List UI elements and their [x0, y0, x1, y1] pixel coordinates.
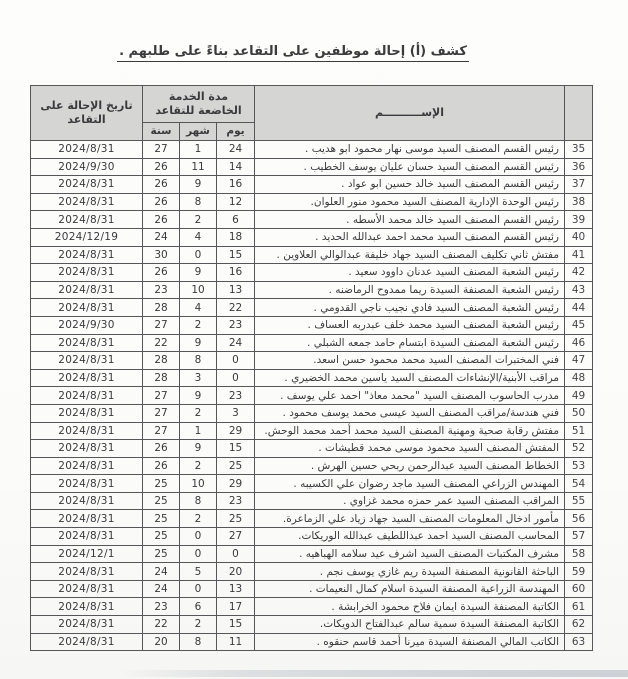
row-number: 41 [565, 246, 593, 264]
referral-date: 2024/8/31 [31, 633, 143, 651]
service-months: 3 [180, 369, 217, 387]
row-number: 44 [565, 299, 593, 317]
row-number: 61 [565, 598, 593, 616]
service-years: 24 [143, 563, 180, 581]
row-number: 38 [565, 193, 593, 211]
service-years: 25 [143, 528, 180, 546]
employee-name: الخطاط المصنف السيد عبدالرحمن ربحي حسين الهرش . [255, 457, 565, 475]
employee-name: مفتش رقابة صحية ومهنية المصنف السيد محمد أحمد محمد الوحش. [255, 422, 565, 440]
service-days: 24 [217, 334, 255, 352]
employee-name: الكاتبة المصنفة السيدة ايمان فلاح محمود الخرابشة . [255, 598, 565, 616]
employee-name: الباحثة القانونية المصنفة السيدة ريم غازي يوسف نجم . [255, 563, 565, 581]
row-number: 58 [565, 545, 593, 563]
row-number: 62 [565, 616, 593, 634]
service-days: 0 [217, 352, 255, 370]
document-title: كشف (أ) إحالة موظفين على التقاعد بناءً على طلبهم . [117, 44, 469, 62]
referral-date: 2024/9/30 [31, 316, 143, 334]
referral-date: 2024/8/31 [31, 299, 143, 317]
table-row [31, 176, 593, 194]
row-number: 47 [565, 352, 593, 370]
service-years: 20 [143, 633, 180, 651]
service-years: 26 [143, 176, 180, 194]
row-number: 36 [565, 158, 593, 176]
row-number: 51 [565, 422, 593, 440]
employee-name: رئيس القسم المصنف السيد خالد حسين ابو عواد . [255, 176, 565, 194]
col-header-service-duration [143, 86, 255, 123]
service-months: 2 [180, 316, 217, 334]
table-row [31, 193, 593, 211]
col-header-referral-date: تاريخ الإحالة على التقاعد [31, 86, 143, 141]
referral-date: 2024/8/31 [31, 404, 143, 422]
col-header-year: سنة [143, 123, 180, 141]
row-number: 53 [565, 457, 593, 475]
employee-name: رئيس الشعبة المصنف السيد عدنان داوود سعيد . [255, 264, 565, 282]
referral-date: 2024/9/30 [31, 158, 143, 176]
service-months: 9 [180, 176, 217, 194]
employee-name: فني هندسة/مراقب المصنف السيد عيسى محمد يوسف محمود . [255, 404, 565, 422]
row-number: 54 [565, 475, 593, 493]
employee-name: مفتش ثاني تكليف المصنف السيد جهاد خليفة عبدالوالي العلاوين . [255, 246, 565, 264]
referral-date: 2024/8/31 [31, 492, 143, 510]
employee-name: مشرف المكتبات المصنف السيد اشرف عيد سلامه الهباهيه . [255, 545, 565, 563]
service-days: 16 [217, 176, 255, 194]
service-days: 22 [217, 299, 255, 317]
table-row [31, 352, 593, 370]
service-months: 1 [180, 141, 217, 159]
table-row [31, 457, 593, 475]
employee-name: رئيس الوحدة الإدارية المصنف السيد محمود منور العلوان. [255, 193, 565, 211]
table-row [31, 616, 593, 634]
row-number: 42 [565, 264, 593, 282]
row-number: 48 [565, 369, 593, 387]
table-row [31, 281, 593, 299]
table-row [31, 492, 593, 510]
service-days: 0 [217, 369, 255, 387]
row-number: 43 [565, 281, 593, 299]
table-row [31, 141, 593, 159]
table-row [31, 334, 593, 352]
row-number: 50 [565, 404, 593, 422]
service-days: 11 [217, 633, 255, 651]
employee-name: رئيس الشعبة المصنفة السيدة ريما ممدوح الرماضنه . [255, 281, 565, 299]
service-years: 25 [143, 475, 180, 493]
service-days: 24 [217, 141, 255, 159]
referral-date: 2024/8/31 [31, 528, 143, 546]
service-months: 1 [180, 422, 217, 440]
service-days: 20 [217, 563, 255, 581]
service-years: 27 [143, 404, 180, 422]
service-months: 0 [180, 580, 217, 598]
referral-date: 2024/8/31 [31, 580, 143, 598]
referral-date: 2024/8/31 [31, 422, 143, 440]
table-body [31, 141, 593, 651]
service-days: 16 [217, 264, 255, 282]
service-years: 28 [143, 369, 180, 387]
service-days: 23 [217, 387, 255, 405]
service-months: 0 [180, 545, 217, 563]
referral-date: 2024/8/31 [31, 141, 143, 159]
service-years: 26 [143, 158, 180, 176]
service-months: 2 [180, 457, 217, 475]
service-years: 24 [143, 228, 180, 246]
service-months: 0 [180, 246, 217, 264]
table-row [31, 264, 593, 282]
employee-name: فني المختبرات المصنف السيد محمد محمود حسن اسعد. [255, 352, 565, 370]
service-months: 0 [180, 528, 217, 546]
header-row-main [31, 86, 593, 123]
service-months: 2 [180, 510, 217, 528]
service-days: 6 [217, 211, 255, 229]
service-days: 25 [217, 510, 255, 528]
service-years: 26 [143, 264, 180, 282]
service-days: 13 [217, 580, 255, 598]
service-months: 4 [180, 299, 217, 317]
employee-name: الكاتب المالي المصنفة السيدة ميرنا أحمد قاسم حنقوه . [255, 633, 565, 651]
service-years: 26 [143, 457, 180, 475]
service-months: 8 [180, 352, 217, 370]
table-row [31, 545, 593, 563]
col-header-month: شهر [180, 123, 217, 141]
service-header-line2: الخاضعة للتقاعد [155, 104, 242, 117]
service-days: 23 [217, 316, 255, 334]
employee-name: رئيس الشعبة المصنف السيد محمد خلف عبدربه العساف . [255, 316, 565, 334]
service-days: 15 [217, 246, 255, 264]
service-years: 25 [143, 510, 180, 528]
referral-date: 2024/8/31 [31, 264, 143, 282]
service-days: 27 [217, 528, 255, 546]
service-years: 30 [143, 246, 180, 264]
service-days: 23 [217, 492, 255, 510]
referral-date: 2024/8/31 [31, 616, 143, 634]
table-row [31, 387, 593, 405]
row-number: 55 [565, 492, 593, 510]
service-header-line1: مدة الخدمة [168, 90, 229, 104]
row-number: 37 [565, 176, 593, 194]
employee-name: رئيس القسم المصنف السيد حسان عليان يوسف الخطيب . [255, 158, 565, 176]
row-number: 45 [565, 316, 593, 334]
referral-date: 2024/8/31 [31, 563, 143, 581]
referral-date: 2024/8/31 [31, 475, 143, 493]
service-months: 8 [180, 492, 217, 510]
referral-date: 2024/8/31 [31, 176, 143, 194]
table-row [31, 369, 593, 387]
referral-date: 2024/12/19 [31, 228, 143, 246]
service-years: 23 [143, 598, 180, 616]
service-months: 6 [180, 598, 217, 616]
table-row [31, 211, 593, 229]
employee-name: الكاتبة المصنفة السيدة سمية سالم عبدالفتاح الدويكات. [255, 616, 565, 634]
service-months: 2 [180, 616, 217, 634]
service-months: 9 [180, 264, 217, 282]
col-header-number [565, 86, 593, 141]
table-row [31, 598, 593, 616]
service-months: 2 [180, 404, 217, 422]
service-days: 25 [217, 457, 255, 475]
employee-name: المحاسب المصنف السيد احمد عبداللطيف عبدالله الوريكات. [255, 528, 565, 546]
service-months: 9 [180, 440, 217, 458]
employee-name: المهندسة الزراعية المصنفة السيدة اسلام كمال النعيمات . [255, 580, 565, 598]
table-row [31, 299, 593, 317]
service-years: 28 [143, 352, 180, 370]
service-years: 23 [143, 281, 180, 299]
table-row [31, 228, 593, 246]
service-days: 0 [217, 545, 255, 563]
referral-date: 2024/8/31 [31, 334, 143, 352]
table-row [31, 510, 593, 528]
row-number: 35 [565, 141, 593, 159]
referral-date: 2024/8/31 [31, 369, 143, 387]
service-months: 9 [180, 334, 217, 352]
service-years: 24 [143, 580, 180, 598]
service-years: 25 [143, 545, 180, 563]
table-row [31, 246, 593, 264]
referral-date: 2024/8/31 [31, 352, 143, 370]
service-years: 27 [143, 422, 180, 440]
referral-date: 2024/8/31 [31, 246, 143, 264]
service-months: 11 [180, 158, 217, 176]
service-months: 8 [180, 633, 217, 651]
service-years: 26 [143, 440, 180, 458]
service-years: 27 [143, 141, 180, 159]
employee-name: رئيس الشعبة المصنف السيدة ابتسام حامد جمعه الشبلي . [255, 334, 565, 352]
col-header-name: الإســــــــــم [255, 86, 565, 141]
col-header-day: يوم [217, 123, 255, 141]
service-months: 2 [180, 211, 217, 229]
service-days: 14 [217, 158, 255, 176]
table-row [31, 580, 593, 598]
referral-date: 2024/8/31 [31, 211, 143, 229]
table-row [31, 440, 593, 458]
row-number: 46 [565, 334, 593, 352]
service-days: 29 [217, 475, 255, 493]
employee-name: رئيس الشعبة المصنف السيد فادي نجيب ناجي القدومي . [255, 299, 565, 317]
service-days: 3 [217, 404, 255, 422]
table-row [31, 475, 593, 493]
table-row [31, 528, 593, 546]
row-number: 39 [565, 211, 593, 229]
service-years: 25 [143, 492, 180, 510]
employee-name: المفتش المصنف السيد محمود موسى محمد قطيشات . [255, 440, 565, 458]
employee-name: مأمور ادخال المعلومات المصنف السيد جهاد زياد علي الزماعرة. [255, 510, 565, 528]
table-row [31, 316, 593, 334]
title-wrapper [0, 40, 586, 62]
service-days: 18 [217, 228, 255, 246]
row-number: 49 [565, 387, 593, 405]
referral-date: 2024/8/31 [31, 440, 143, 458]
service-years: 26 [143, 193, 180, 211]
service-months: 8 [180, 193, 217, 211]
table-row [31, 633, 593, 651]
table-row [31, 563, 593, 581]
referral-date: 2024/8/31 [31, 281, 143, 299]
referral-date: 2024/8/31 [31, 598, 143, 616]
service-days: 12 [217, 193, 255, 211]
table-row [31, 422, 593, 440]
row-number: 60 [565, 580, 593, 598]
employee-name: رئيس القسم المصنف السيد محمد احمد عبدالله الحديد . [255, 228, 565, 246]
referral-date: 2024/8/31 [31, 457, 143, 475]
employee-name: مراقب الأبنية/الإنشاءات المصنف السيد ياسين محمد الخضيري . [255, 369, 565, 387]
service-years: 27 [143, 316, 180, 334]
row-number: 63 [565, 633, 593, 651]
scan-shadow-bar [118, 670, 628, 677]
service-months: 9 [180, 387, 217, 405]
table-row [31, 158, 593, 176]
referral-date: 2024/8/31 [31, 193, 143, 211]
row-number: 52 [565, 440, 593, 458]
employee-name: رئيس القسم المصنف السيد خالد محمد الأسطه . [255, 211, 565, 229]
service-years: 27 [143, 387, 180, 405]
service-days: 29 [217, 422, 255, 440]
row-number: 57 [565, 528, 593, 546]
employee-name: المراقب المصنف السيد عمر حمزه محمد غزاوي . [255, 492, 565, 510]
row-number: 59 [565, 563, 593, 581]
service-months: 4 [180, 228, 217, 246]
referral-date: 2024/8/31 [31, 387, 143, 405]
service-days: 15 [217, 616, 255, 634]
row-number: 56 [565, 510, 593, 528]
service-months: 5 [180, 563, 217, 581]
employee-name: المهندس الزراعي المصنف السيد ماجد رضوان علي الكسيبه . [255, 475, 565, 493]
referral-date: 2024/8/31 [31, 510, 143, 528]
referral-date: 2024/12/1 [31, 545, 143, 563]
service-years: 22 [143, 334, 180, 352]
service-days: 15 [217, 440, 255, 458]
row-number: 40 [565, 228, 593, 246]
service-months: 10 [180, 475, 217, 493]
service-days: 13 [217, 281, 255, 299]
table-row [31, 404, 593, 422]
service-years: 28 [143, 299, 180, 317]
service-years: 22 [143, 616, 180, 634]
employee-name: مدرب الحاسوب المصنف السيد "محمد معاذ" احمد علي يوسف . [255, 387, 565, 405]
service-days: 17 [217, 598, 255, 616]
service-years: 26 [143, 211, 180, 229]
service-months: 10 [180, 281, 217, 299]
retirement-referral-table [30, 85, 593, 651]
employee-name: رئيس القسم المصنف السيد موسى نهار محمود ابو هديب . [255, 141, 565, 159]
table-header [31, 86, 593, 141]
